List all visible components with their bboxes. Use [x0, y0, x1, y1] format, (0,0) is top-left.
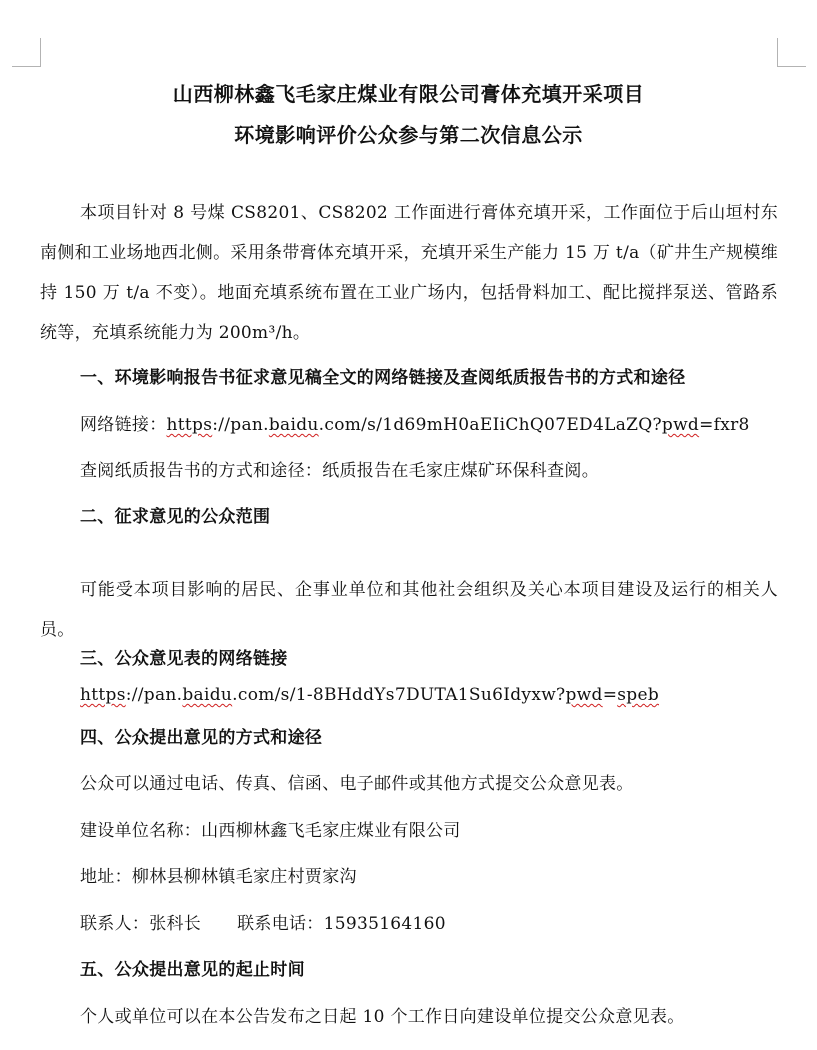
submission-period: 个人或单位可以在本公告发布之日起 10 个工作日向建设单位提交公众意见表。 — [80, 1007, 685, 1027]
public-scope-paragraph: 可能受本项目影响的居民、企事业单位和其他社会组织及关心本项目建设及运行的相关人员。 — [40, 580, 778, 640]
contact-phone: 联系电话：15935164160 — [237, 914, 446, 934]
report-link-line — [80, 413, 750, 437]
contact-line — [80, 912, 446, 936]
builder-name: 建设单位名称：山西柳林鑫飞毛家庄煤业有限公司 — [80, 821, 461, 841]
submission-methods: 公众可以通过电话、传真、信函、电子邮件或其他方式提交公众意见表。 — [80, 774, 634, 794]
crop-mark-top-right — [777, 38, 806, 67]
builder-address: 地址：柳林县柳林镇毛家庄村贾家沟 — [80, 867, 357, 887]
document-title-line-1: 山西柳林鑫飞毛家庄煤业有限公司膏体充填开采项目 — [172, 82, 645, 106]
crop-mark-top-left — [12, 38, 41, 67]
section-5-heading: 五、公众提出意见的起止时间 — [80, 960, 305, 980]
paper-report-access: 查阅纸质报告书的方式和途径：纸质报告在毛家庄煤矿环保科查阅。 — [80, 461, 599, 481]
section-1-heading: 一、环境影响报告书征求意见稿全文的网络链接及查阅纸质报告书的方式和途径 — [80, 368, 686, 388]
opinion-form-link[interactable]: https://pan.baidu.com/s/1-8BHddYs7DUTA1Su6Idyxw?pwd=speb — [80, 685, 659, 705]
report-link[interactable]: https://pan.baidu.com/s/1d69mH0aEIiChQ07ED4LaZQ?pwd=fxr8 — [166, 415, 750, 435]
document-title-line-2: 环境影响评价公众参与第二次信息公示 — [234, 123, 583, 147]
contact-person: 联系人：张科长 — [80, 914, 202, 934]
section-3-heading: 三、公众意见表的网络链接 — [80, 649, 288, 669]
section-2-heading: 二、征求意见的公众范围 — [80, 507, 271, 527]
intro-paragraph: 本项目针对 8 号煤 CS8201、CS8202 工作面进行膏体充填开采，工作面位于后山垣村东南侧和工业场地西北侧。采用条带膏体充填开采，充填开采生产能力 15 万 t/a（矿井生产规模维持 150 万 t/a 不变）。地面充填系统布置在工业广场内，包括骨料加工、配比搅拌泵送、管路系统等，充填系统能力为 200m³/h。 — [40, 203, 778, 343]
report-link-label: 网络链接： — [80, 415, 167, 435]
section-4-heading: 四、公众提出意见的方式和途径 — [80, 728, 323, 748]
